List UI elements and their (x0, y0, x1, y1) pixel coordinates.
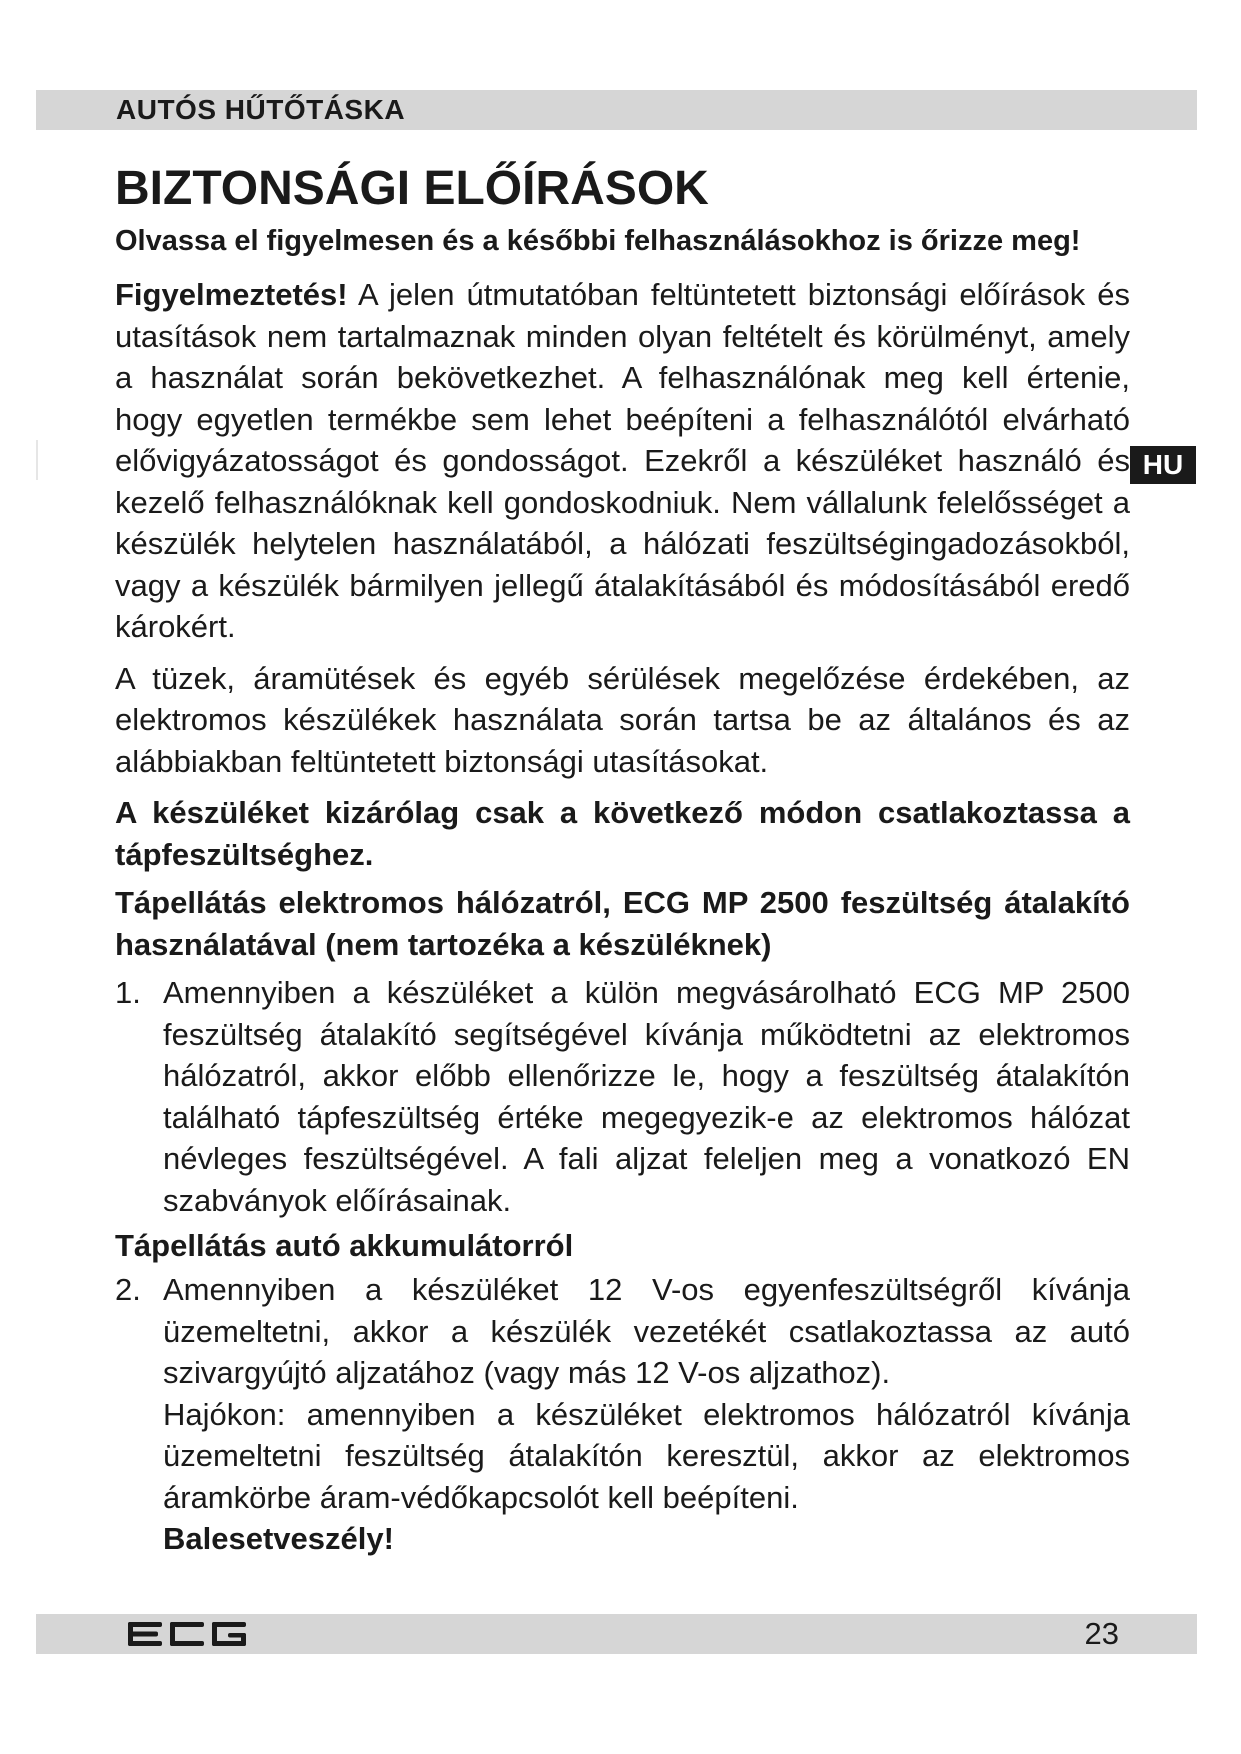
warning-label: Figyelmeztetés! (115, 277, 348, 312)
list-number: 2. (115, 1272, 141, 1307)
list-item-text: Amennyiben a készüléket a külön megvásárolható ECG MP 2500 feszültség átalakító segítségével kívánja működtetni az elektromos hálózatról, akkor előbb ellenőrizze le, hogy a feszültség átalakítón található tápfeszültség értéke megegyezik-e az elektromos hálózat névleges feszültségével. A fali aljzat feleljen meg a vonatkozó EN szabványok előírásainak. (163, 975, 1130, 1218)
warning-paragraph (115, 274, 1130, 648)
page-title: BIZTONSÁGI ELŐÍRÁSOK (115, 162, 709, 215)
header-title: AUTÓS HŰTŐTÁSKA (116, 94, 406, 125)
subtitle: Olvassa el figyelmesen és a későbbi felhasználásokhoz is őrizze meg! (115, 225, 1081, 257)
danger-warning: Balesetveszély! (163, 1521, 394, 1556)
list-item-text: Amennyiben a készüléket 12 V-os egyenfeszültségről kívánja üzemeltetni, akkor a készülék vezetékét csatlakoztassa az autó szivargyújtó aljzatához (vagy más 12 V-os aljzathoz). (163, 1272, 1130, 1390)
safety-paragraph: A tüzek, áramütések és egyéb sérülések megelőzése érdekében, az elektromos készülékek használata során tartsa be az általános és az alábbiakban feltüntetett biztonsági utasításokat. (115, 660, 1130, 779)
page-number: 23 (1084, 1616, 1119, 1651)
main-content (115, 160, 1130, 1560)
connect-heading: A készüléket kizárólag csak a következő módon csatlakoztassa a tápfeszültséghez. (115, 795, 1130, 872)
list-item (115, 972, 1130, 1221)
mains-supply-heading: Tápellátás elektromos hálózatról, ECG MP 2500 feszültség átalakító használatával (nem tartozéka a készüléknek) (115, 885, 1130, 962)
boats-paragraph: Hajókon: amennyiben a készüléket elektromos hálózatról kívánja üzemeltetni feszültség átalakítón keresztül, akkor az elektromos áramkörbe áram-védőkapcsolót kell beépíteni. (163, 1396, 1130, 1515)
page-edge-mark (36, 440, 38, 480)
footer-bar (36, 1614, 1197, 1654)
battery-supply-heading: Tápellátás autó akkumulátorról (115, 1228, 574, 1263)
header-bar (36, 90, 1197, 130)
list-item (115, 1269, 1130, 1394)
warning-text: A jelen útmutatóban feltüntetett biztonsági előírások és utasítások nem tartalmaznak minden olyan feltételt és körülményt, amely a használat során bekövetkezhet. A felhasználónak meg kell értenie, hogy egyetlen termékbe sem lehet beépíteni a felhasználótól elvárható elővigyázatosságot és gondosságot. Ezekről a készüléket használó és kezelő felhasználóknak kell gondoskodniuk. Nem vállalunk felelősséget a készülék helytelen használatából, a hálózati feszültségingadozásokból, vagy a készülék bármilyen jellegű átalakításából és módosításából eredő károkért. (115, 277, 1131, 644)
language-badge: HU (1130, 446, 1196, 484)
list-number: 1. (115, 975, 141, 1010)
ecg-logo (128, 1616, 248, 1652)
